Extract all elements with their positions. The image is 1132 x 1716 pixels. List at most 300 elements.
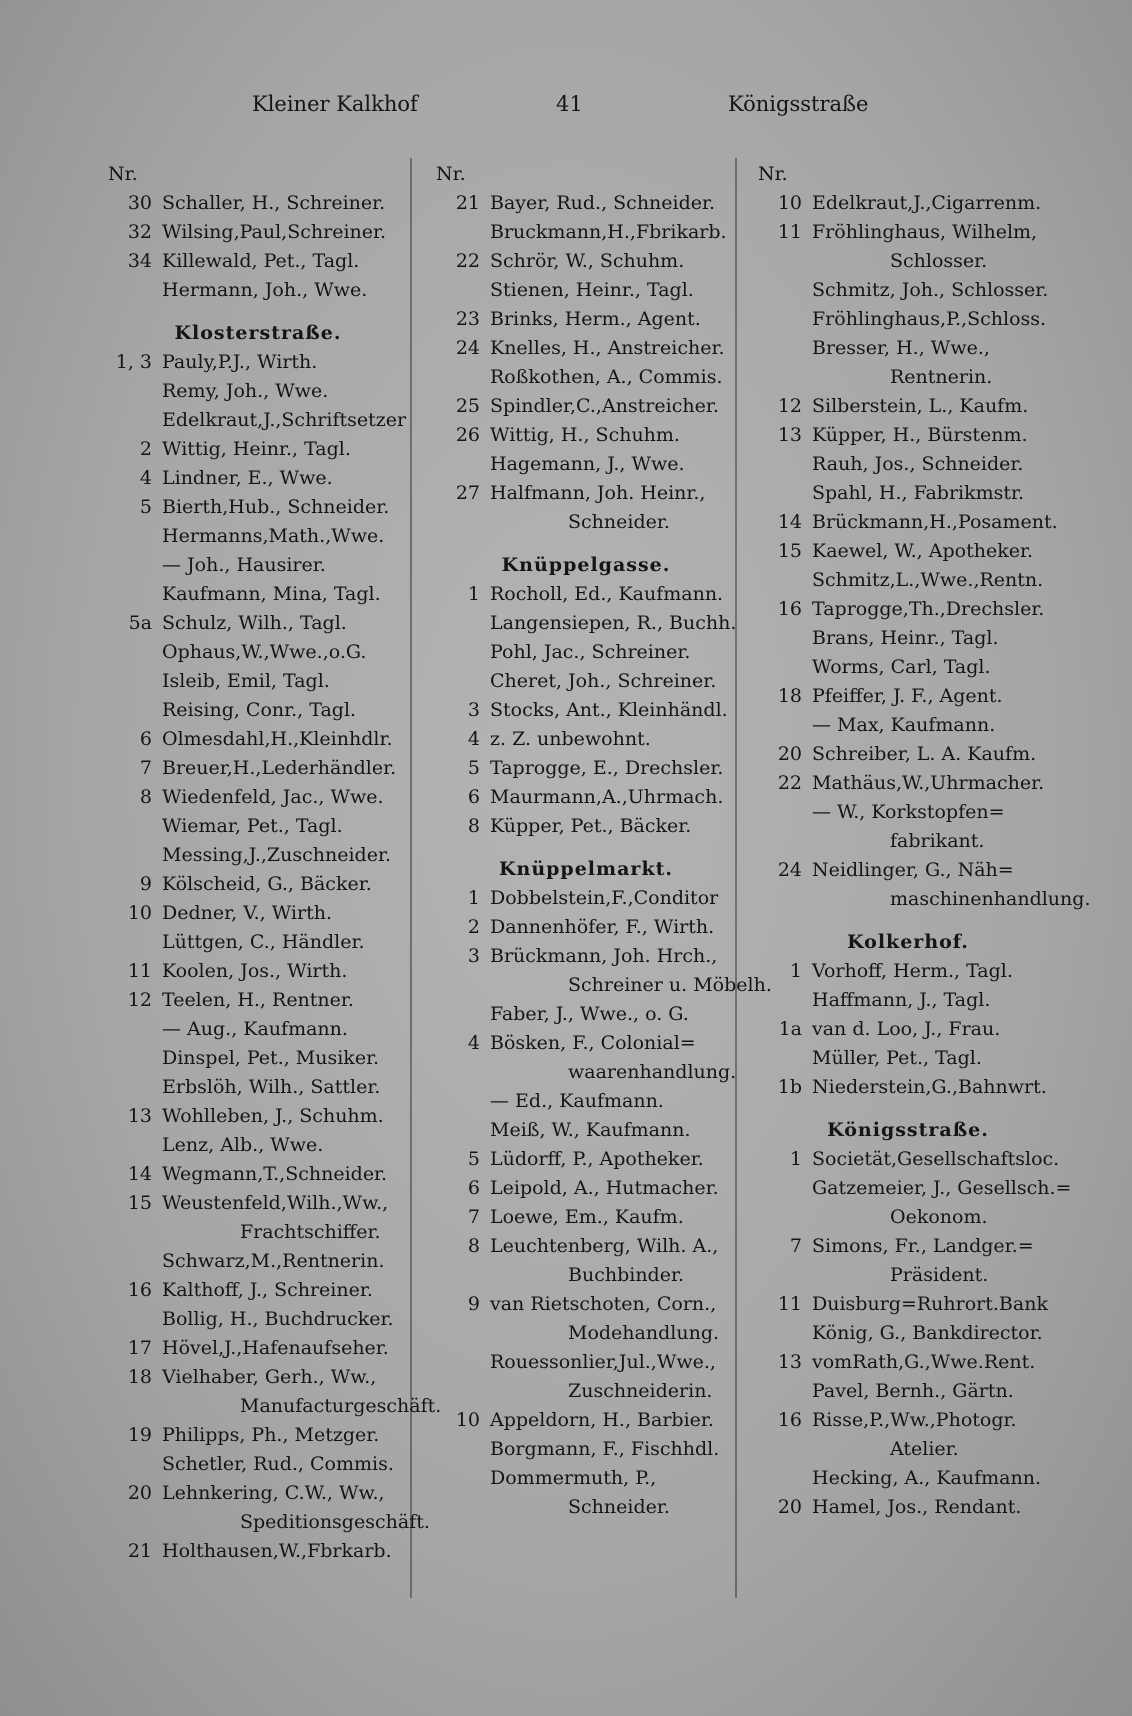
directory-entry <box>108 986 408 1015</box>
directory-entry <box>108 609 408 638</box>
directory-entry <box>436 1464 736 1493</box>
directory-entry <box>436 1232 736 1261</box>
directory-entry <box>436 1000 736 1029</box>
resident-entry: Rauh, Jos., Schneider. <box>812 453 1024 475</box>
house-number: 16 <box>777 598 802 620</box>
directory-entry <box>108 580 408 609</box>
directory-entry <box>758 1319 1058 1348</box>
resident-entry: Wittig, H., Schuhm. <box>490 424 680 446</box>
resident-entry: Wilsing,Paul,Schreiner. <box>162 221 387 243</box>
column-1 <box>108 160 442 1566</box>
resident-entry: Stienen, Heinr., Tagl. <box>490 279 694 301</box>
directory-entry <box>108 348 408 377</box>
resident-entry: Taprogge,Th.,Drechsler. <box>812 598 1045 620</box>
resident-entry: Hamel, Jos., Rendant. <box>812 1496 1022 1518</box>
directory-entry <box>108 1044 408 1073</box>
directory-entry <box>758 1203 1058 1232</box>
directory-entry <box>436 189 736 218</box>
directory-entry <box>108 928 408 957</box>
directory-entry <box>436 218 736 247</box>
resident-entry: Messing,J.,Zuschneider. <box>162 844 392 866</box>
resident-entry: Wiemar, Pet., Tagl. <box>162 815 343 837</box>
directory-entry <box>108 754 408 783</box>
resident-entry: Hermann, Joh., Wwe. <box>162 279 368 301</box>
directory-entry <box>758 1290 1058 1319</box>
resident-entry: Schmitz, Joh., Schlosser. <box>812 279 1049 301</box>
directory-entry <box>758 363 1058 392</box>
house-number: 1, 3 <box>115 351 152 373</box>
directory-entry <box>436 942 736 971</box>
directory-entry <box>758 508 1058 537</box>
resident-entry: Küpper, H., Bürstenm. <box>812 424 1028 446</box>
house-number: 6 <box>467 786 480 808</box>
house-number <box>758 1464 812 1493</box>
directory-entry <box>758 957 1058 986</box>
house-number: 5 <box>467 1148 480 1170</box>
directory-entry <box>108 522 408 551</box>
house-number: 4 <box>467 728 480 750</box>
directory-entry <box>108 783 408 812</box>
house-number: 10 <box>455 1409 480 1431</box>
column-divider <box>410 158 412 1598</box>
house-number <box>436 1493 490 1522</box>
resident-entry: Haffmann, J., Tagl. <box>812 989 991 1011</box>
spacer <box>436 537 736 551</box>
house-number: 3 <box>467 699 480 721</box>
house-number <box>436 1319 490 1348</box>
house-number <box>108 667 162 696</box>
directory-entry <box>108 667 408 696</box>
resident-entry: Schaller, H., Schreiner. <box>162 192 386 214</box>
resident-entry: Frachtschiffer. <box>240 1221 381 1243</box>
house-number <box>436 276 490 305</box>
resident-entry: Pauly,P.J., Wirth. <box>162 351 318 373</box>
directory-entry <box>436 884 736 913</box>
directory-entry <box>758 450 1058 479</box>
resident-entry: Lüttgen, C., Händler. <box>162 931 365 953</box>
directory-entry <box>108 406 408 435</box>
directory-entry <box>108 1508 430 1537</box>
house-number <box>758 986 812 1015</box>
resident-entry: Dommermuth, P., <box>490 1467 657 1489</box>
directory-entry <box>108 551 408 580</box>
resident-entry: Lehnkering, C.W., Ww., <box>162 1482 385 1504</box>
house-number: 11 <box>777 221 802 243</box>
house-number: 20 <box>777 743 802 765</box>
directory-entry <box>108 1450 408 1479</box>
house-number <box>108 1508 162 1537</box>
resident-entry: Appeldorn, H., Barbier. <box>490 1409 714 1431</box>
house-number: 1 <box>467 583 480 605</box>
directory-entry <box>108 725 408 754</box>
house-number: 15 <box>777 540 802 562</box>
house-number <box>758 1174 812 1203</box>
directory-entry <box>436 247 736 276</box>
directory-entry <box>436 1377 736 1406</box>
house-number: 11 <box>127 960 152 982</box>
house-number: 7 <box>139 757 152 779</box>
directory-entry <box>436 812 736 841</box>
resident-entry: Wohlleben, J., Schuhm. <box>162 1105 384 1127</box>
directory-entry <box>108 1392 442 1421</box>
directory-entry <box>436 1435 736 1464</box>
resident-entry: Hermanns,Math.,Wwe. <box>162 525 385 547</box>
house-number: 13 <box>777 424 802 446</box>
house-number <box>108 1450 162 1479</box>
house-number: 14 <box>127 1163 152 1185</box>
house-number <box>436 1464 490 1493</box>
directory-entry <box>436 609 736 638</box>
resident-entry: Bayer, Rud., Schneider. <box>490 192 716 214</box>
resident-entry: — W., Korkstopfen= <box>812 801 1005 823</box>
directory-entry <box>758 1015 1058 1044</box>
house-number <box>108 1392 162 1421</box>
directory-entry <box>758 711 1058 740</box>
house-number: 1 <box>789 960 802 982</box>
resident-entry: Vorhoff, Herm., Tagl. <box>812 960 1013 982</box>
house-number <box>436 971 490 1000</box>
house-number: 27 <box>455 482 480 504</box>
house-number: 5a <box>128 612 152 634</box>
resident-entry: Niederstein,G.,Bahnwrt. <box>812 1076 1047 1098</box>
directory-entry <box>108 1247 408 1276</box>
house-number: 13 <box>127 1105 152 1127</box>
house-number <box>108 1044 162 1073</box>
resident-entry: Schlosser. <box>890 250 988 272</box>
directory-entry <box>758 1348 1058 1377</box>
house-number <box>436 363 490 392</box>
resident-entry: Speditionsgeschäft. <box>240 1511 430 1533</box>
resident-entry: Brans, Heinr., Tagl. <box>812 627 999 649</box>
resident-entry: Worms, Carl, Tagl. <box>812 656 991 678</box>
house-number <box>758 1203 812 1232</box>
resident-entry: Vielhaber, Gerh., Ww., <box>162 1366 377 1388</box>
house-number <box>758 1435 812 1464</box>
directory-entry <box>436 1319 736 1348</box>
resident-entry: — Joh., Hausirer. <box>162 554 326 576</box>
resident-entry: Brückmann,H.,Posament. <box>812 511 1058 533</box>
directory-entry <box>108 1363 408 1392</box>
directory-entry <box>108 377 408 406</box>
resident-entry: Leuchtenberg, Wilh. A., <box>490 1235 719 1257</box>
resident-entry: Reising, Conr., Tagl. <box>162 699 357 721</box>
resident-entry: Leipold, A., Hutmacher. <box>490 1177 719 1199</box>
street-heading: Knüppelgasse. <box>501 554 671 576</box>
directory-entry <box>758 769 1058 798</box>
directory-entry <box>758 1464 1058 1493</box>
directory-entry <box>758 276 1058 305</box>
resident-entry: Neidlinger, G., Näh= <box>812 859 1014 881</box>
resident-entry: Oekonom. <box>890 1206 988 1228</box>
directory-entry <box>436 479 736 508</box>
directory-entry <box>108 1131 408 1160</box>
house-number: 1a <box>778 1018 802 1040</box>
house-number: 8 <box>467 1235 480 1257</box>
directory-entry <box>758 740 1058 769</box>
directory-entry <box>436 971 772 1000</box>
resident-entry: Philipps, Ph., Metzger. <box>162 1424 380 1446</box>
house-number <box>758 1044 812 1073</box>
house-number <box>108 276 162 305</box>
directory-entry <box>436 1290 736 1319</box>
house-number <box>436 450 490 479</box>
resident-entry: Hecking, A., Kaufmann. <box>812 1467 1042 1489</box>
resident-entry: Schreiner u. Möbelh. <box>568 974 772 996</box>
resident-entry: Pavel, Bernh., Gärtn. <box>812 1380 1014 1402</box>
resident-entry: Bösken, F., Colonial= <box>490 1032 696 1054</box>
resident-entry: Dinspel, Pet., Musiker. <box>162 1047 380 1069</box>
house-number <box>108 1305 162 1334</box>
resident-entry: Simons, Fr., Landger.= <box>812 1235 1034 1257</box>
house-number: 32 <box>127 221 152 243</box>
house-number <box>108 1247 162 1276</box>
house-number <box>108 522 162 551</box>
house-number: 7 <box>789 1235 802 1257</box>
resident-entry: Rouessonlier,Jul.,Wwe., <box>490 1351 716 1373</box>
directory-entry <box>758 798 1058 827</box>
house-number <box>108 812 162 841</box>
directory-entry <box>436 1058 736 1087</box>
header-left-street: Kleiner Kalkhof <box>252 92 418 116</box>
house-number: 22 <box>455 250 480 272</box>
directory-entry <box>108 1334 408 1363</box>
directory-entry <box>758 1493 1058 1522</box>
resident-entry: Präsident. <box>890 1264 989 1286</box>
directory-entry <box>108 1073 408 1102</box>
house-number <box>108 580 162 609</box>
resident-entry: Modehandlung. <box>568 1322 720 1344</box>
house-number <box>108 406 162 435</box>
house-number: 8 <box>139 786 152 808</box>
nr-label: Nr. <box>758 163 788 185</box>
resident-entry: Weustenfeld,Wilh.,Ww., <box>162 1192 389 1214</box>
house-number <box>758 653 812 682</box>
directory-entry <box>436 1203 736 1232</box>
house-number: 5 <box>467 757 480 779</box>
directory-entry <box>758 1435 1058 1464</box>
directory-entry <box>436 450 736 479</box>
house-number <box>108 696 162 725</box>
resident-entry: Fröhlinghaus,P.,Schloss. <box>812 308 1047 330</box>
resident-entry: Breuer,H.,Lederhändler. <box>162 757 397 779</box>
directory-entry <box>758 1073 1058 1102</box>
directory-entry <box>436 913 736 942</box>
directory-entry <box>436 1029 736 1058</box>
column-2 <box>436 160 772 1522</box>
house-number <box>758 711 812 740</box>
directory-entry <box>758 334 1058 363</box>
resident-entry: Bruckmann,H.,Fbrikarb. <box>490 221 727 243</box>
directory-entry <box>436 1406 736 1435</box>
resident-entry: Zuschneiderin. <box>568 1380 713 1402</box>
resident-entry: Teelen, H., Rentner. <box>162 989 354 1011</box>
directory-entry <box>436 638 736 667</box>
directory-entry <box>758 1145 1058 1174</box>
house-number <box>758 566 812 595</box>
house-number: 4 <box>467 1032 480 1054</box>
directory-entry <box>108 899 408 928</box>
directory-entry <box>108 1276 408 1305</box>
house-number <box>758 798 812 827</box>
resident-entry: Rentnerin. <box>890 366 993 388</box>
house-number <box>108 1131 162 1160</box>
directory-entry <box>758 1232 1058 1261</box>
directory-entry <box>436 305 736 334</box>
directory-entry <box>436 363 736 392</box>
resident-entry: Fröhlinghaus, Wilhelm, <box>812 221 1038 243</box>
directory-entry <box>758 682 1058 711</box>
house-number <box>758 247 812 276</box>
directory-entry <box>436 508 736 537</box>
street-heading: Kolkerhof. <box>847 931 969 953</box>
directory-entry <box>758 1261 1058 1290</box>
resident-entry: — Max, Kaufmann. <box>812 714 996 736</box>
spacer <box>758 1102 1058 1116</box>
directory-entry <box>758 189 1058 218</box>
house-number <box>758 363 812 392</box>
directory-entry <box>436 392 736 421</box>
spacer <box>108 305 408 319</box>
directory-entry <box>758 624 1058 653</box>
directory-entry <box>108 1160 408 1189</box>
house-number <box>108 1218 162 1247</box>
resident-entry: vomRath,G.,Wwe.Rent. <box>812 1351 1036 1373</box>
house-number: 21 <box>127 1540 152 1562</box>
resident-entry: maschinenhandlung. <box>890 888 1091 910</box>
directory-entry <box>108 218 408 247</box>
house-number <box>108 551 162 580</box>
house-number: 17 <box>127 1337 152 1359</box>
house-number <box>108 377 162 406</box>
house-number: 1b <box>777 1076 802 1098</box>
resident-entry: Langensiepen, R., Buchh. <box>490 612 737 634</box>
resident-entry: Lindner, E., Wwe. <box>162 467 333 489</box>
house-number: 6 <box>139 728 152 750</box>
resident-entry: Koolen, Jos., Wirth. <box>162 960 348 982</box>
house-number <box>758 1261 812 1290</box>
resident-entry: Killewald, Pet., Tagl. <box>162 250 360 272</box>
house-number: 30 <box>127 192 152 214</box>
house-number <box>436 1116 490 1145</box>
house-number <box>436 1000 490 1029</box>
resident-entry: Atelier. <box>890 1438 959 1460</box>
resident-entry: — Ed., Kaufmann. <box>490 1090 664 1112</box>
house-number: 5 <box>139 496 152 518</box>
directory-entry <box>108 276 408 305</box>
house-number: 34 <box>127 250 152 272</box>
resident-entry: Silberstein, L., Kaufm. <box>812 395 1029 417</box>
directory-entry <box>108 638 408 667</box>
house-number <box>436 638 490 667</box>
house-number <box>436 1435 490 1464</box>
resident-entry: Buchbinder. <box>568 1264 684 1286</box>
directory-entry <box>758 986 1058 1015</box>
resident-entry: Schmitz,L.,Wwe.,Rentn. <box>812 569 1044 591</box>
directory-entry <box>108 841 408 870</box>
directory-entry <box>108 1479 408 1508</box>
resident-entry: Brinks, Herm., Agent. <box>490 308 701 330</box>
resident-entry: Dobbelstein,F.,Conditor <box>490 887 719 909</box>
directory-entry <box>108 1537 408 1566</box>
resident-entry: Bollig, H., Buchdrucker. <box>162 1308 394 1330</box>
house-number <box>436 1348 490 1377</box>
house-number: 2 <box>467 916 480 938</box>
resident-entry: Risse,P.,Ww.,Photogr. <box>812 1409 1017 1431</box>
page-header <box>0 92 1132 126</box>
house-number <box>758 334 812 363</box>
house-number <box>758 1319 812 1348</box>
nr-label: Nr. <box>108 163 138 185</box>
directory-entry <box>758 305 1058 334</box>
house-number: 1 <box>467 887 480 909</box>
resident-entry: Roßkothen, A., Commis. <box>490 366 723 388</box>
directory-entry <box>436 725 736 754</box>
directory-entry <box>758 653 1058 682</box>
directory-entry <box>436 1493 736 1522</box>
house-number: 9 <box>467 1293 480 1315</box>
directory-entry <box>436 783 736 812</box>
resident-entry: Brückmann, Joh. Hrch., <box>490 945 718 967</box>
directory-entry <box>108 1189 408 1218</box>
house-number: 15 <box>127 1192 152 1214</box>
house-number: 20 <box>127 1482 152 1504</box>
resident-entry: Küpper, Pet., Bäcker. <box>490 815 692 837</box>
resident-entry: Pfeiffer, J. F., Agent. <box>812 685 1003 707</box>
directory-entry <box>108 1305 408 1334</box>
directory-entry <box>758 827 1058 856</box>
house-number <box>108 841 162 870</box>
house-number: 10 <box>777 192 802 214</box>
house-number: 14 <box>777 511 802 533</box>
directory-entry <box>758 885 1091 914</box>
resident-entry: Schwarz,M.,Rentnerin. <box>162 1250 385 1272</box>
header-right-street: Königsstraße <box>728 92 869 116</box>
directory-entry <box>758 1406 1058 1435</box>
house-number <box>758 624 812 653</box>
resident-entry: Mathäus,W.,Uhrmacher. <box>812 772 1045 794</box>
spacer <box>436 841 736 855</box>
resident-entry: Bierth,Hub., Schneider. <box>162 496 390 518</box>
resident-entry: Lüdorff, P., Apotheker. <box>490 1148 704 1170</box>
resident-entry: Spahl, H., Fabrikmstr. <box>812 482 1025 504</box>
resident-entry: Rocholl, Ed., Kaufmann. <box>490 583 724 605</box>
directory-entry <box>758 1174 1072 1203</box>
resident-entry: Schreiber, L. A. Kaufm. <box>812 743 1037 765</box>
resident-entry: Duisburg=Ruhrort.Bank <box>812 1293 1048 1315</box>
directory-entry <box>758 247 1058 276</box>
directory-entry <box>108 1421 408 1450</box>
house-number: 26 <box>455 424 480 446</box>
house-number: 16 <box>777 1409 802 1431</box>
resident-entry: Meiß, W., Kaufmann. <box>490 1119 691 1141</box>
resident-entry: Knelles, H., Anstreicher. <box>490 337 725 359</box>
resident-entry: z. Z. unbewohnt. <box>490 728 651 750</box>
directory-entry <box>108 812 408 841</box>
resident-entry: Faber, J., Wwe., o. G. <box>490 1003 689 1025</box>
directory-entry <box>436 754 736 783</box>
house-number <box>758 305 812 334</box>
house-number <box>108 1073 162 1102</box>
house-number: 19 <box>127 1424 152 1446</box>
resident-entry: Kölscheid, G., Bäcker. <box>162 873 372 895</box>
directory-entry <box>436 421 736 450</box>
house-number: 24 <box>777 859 802 881</box>
directory-entry <box>758 392 1058 421</box>
house-number <box>758 1377 812 1406</box>
directory-entry <box>758 566 1058 595</box>
house-number <box>436 609 490 638</box>
house-number: 18 <box>777 685 802 707</box>
